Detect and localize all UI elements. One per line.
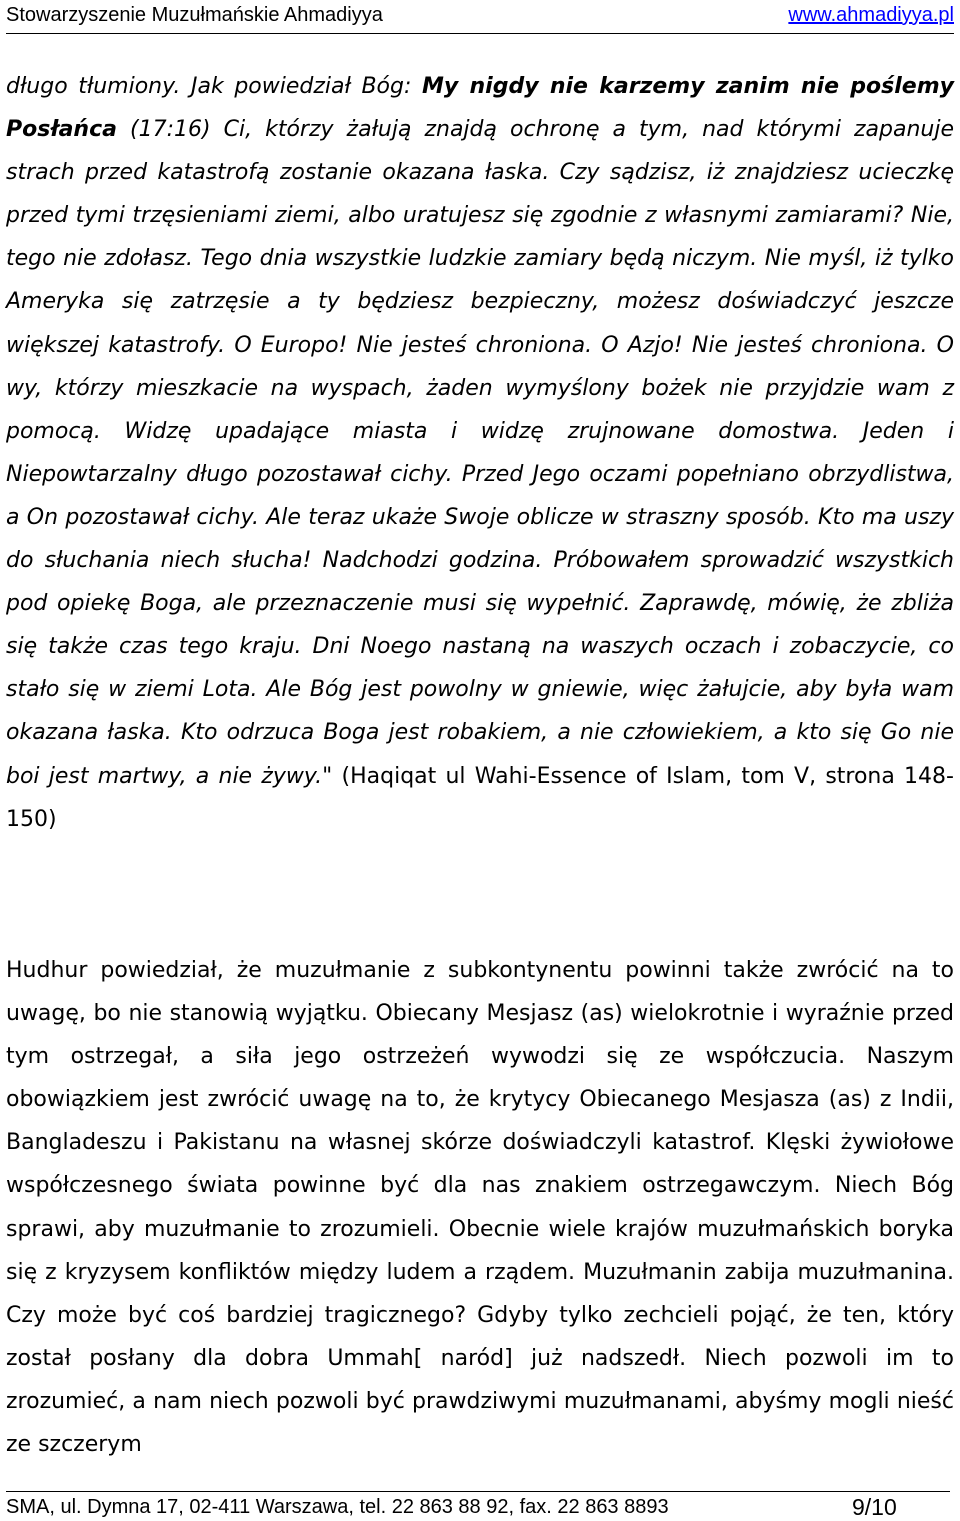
body-paragraph: Hudhur powiedział, że muzułmanie z subkontynentu powinni także zwrócić na to uwagę, bo nie stanowią wyjątku. Obiecany Mesjasz (as) wielokrotnie i wyraźnie przed tym ostrzegał, a siła jego ostrzeżeń wywodzi się ze współczucia. Naszym obowiązkiem jest zwrócić uwagę na to, że krytycy Obiecanego Mesjasza (as) z Indii, Bangladeszu i Pakistanu na własnej skórze doświadczyli katastrof. Klęski żywiołowe współczesnego świata powinne być dla nas znakiem ostrzegawczym. Niech Bóg sprawi, aby muzułmanie to zrozumieli. Obecnie wiele krajów muzułmańskich boryka się z kryzysem konfliktów między ludem a rządem. Muzułmanin zabija muzułmanina. Czy może być coś bardziej tragicznego? Gdyby tylko zechcieli pojąć, że ten, który został posłany dla dobra Ummah[ naród] już nadszedł. Niech pozwoli im to zrozumieć, a nam niech pozwoli być prawdziwymi muzułmanami, abyśmy mogli nieść ze szczerym	[6, 958, 954, 1458]
footer-address: SMA, ul. Dymna 17, 02-411 Warszawa, tel. 22 863 88 92, fax. 22 863 8893	[6, 1496, 669, 1518]
website-link[interactable]: www.ahmadiyya.pl	[788, 4, 954, 26]
quote-segment: " (Haqiqat ul Wahi-Essence of Islam, tom V, strona 148-150)	[6, 763, 954, 832]
quote-segment: (17:16) Ci, którzy żałują znajdą ochronę a tym, nad którymi zapanuje strach przed katastrofą zostanie okazana łaska. Czy sądzisz, iż znajdziesz ucieczkę przed tymi trzęsieniami ziemi, albo uratujesz się zgodnie z własnymi zamiarami? Nie, tego nie zdołasz. Tego dnia wszystkie ludzkie zamiary będą niczym. Nie myśl, iż tylko Ameryka się zatrzęsie a ty będziesz bezpieczny, możesz doświadczyć jeszcze większej katastrofy. O Europo! Nie jesteś chroniona. O Azjo! Nie jesteś chroniona. O wy, którzy mieszkacie na wyspach, żaden wymyślony bożek nie przyjdzie wam z pomocą. Widzę upadające miasta i widzę zrujnowane domostwa. Jeden i Niepowtarzalny długo pozostawał cichy. Przed Jego oczami popełniano obrzydlistwa, a On pozostawał cichy. Ale teraz ukaże Swoje oblicze w straszny sposób. Kto ma uszy do słuchania niech słucha! Nadchodzi godzina. Próbowałem sprowadzić wszystkich pod opiekę Boga, ale przeznaczenie musi się wypełnić. Zaprawdę, mówię, że zbliża się także czas tego kraju. Dni Noego nastaną na waszych oczach i zobaczycie, co stało się w ziemi Lota. Ale Bóg jest powolny w gniewie, więc żałujcie, aby była wam okazana łaska. Kto odrzuca Boga jest robakiem, a nie człowiekiem, a kto się Go nie boi jest martwy, a nie żywy.	[6, 117, 954, 789]
page-number: 9/10	[852, 1494, 897, 1520]
quote-segment: My nigdy nie karzemy zanim nie poślemy Posłańca	[6, 74, 954, 143]
organization-name: Stowarzyszenie Muzułmańskie Ahmadiyya	[6, 4, 383, 26]
page-header	[6, 0, 954, 34]
page-footer	[6, 1491, 950, 1520]
quote-paragraph	[6, 65, 954, 841]
quote-segment: długo tłumiony. Jak powiedział Bóg:	[6, 74, 422, 99]
